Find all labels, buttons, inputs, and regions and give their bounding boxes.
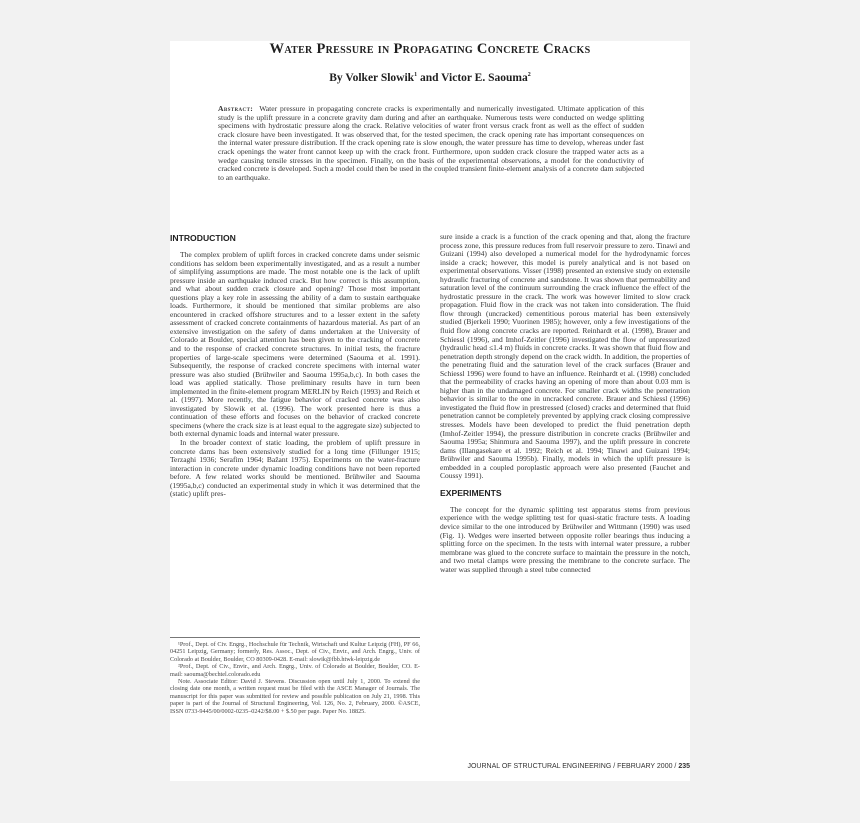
- editorial-note: Note. Associate Editor: David J. Stevens. Discussion open until July 1, 2000. To extend the closing date one month, a written request must be filed with the ASCE Manager of Journals. The manuscript for this paper was submitted for review and possible publication on July 21, 1998. This paper is part of the Journal of Structural Engineering, Vol. 126, No. 2, February, 2000. ©ASCE, ISSN 0733-9445/00/0002-0235–0242/$8.00 + $.50 per page. Paper No. 18825.: [170, 678, 420, 715]
- author-line: [170, 72, 690, 84]
- introduction-paragraph-3: sure inside a crack is a function of the crack opening and that, along the fracture process zone, this pressure reduces from full reservoir pressure to zero. Tinawi and Guizani (1994) also developed a numerical model for the hydrodynamic forces inside a crack; however, this model is purely analytical and is not based on experimental observations. Visser (1998) presented an extensive study on extensile hydraulic fracturing of concrete and sandstone. It was shown that permeability and saturation level of the continuum surrounding the crack influence the effect of the hydrostatic pressure in the crack. The work was however limited to slow crack propagation. Fluid flow in the crack was not taken into consideration. The fluid flow through (uncracked) cementitious porous material has been extensively studied (Bjerkeli 1990; Vuorinen 1985); however, only a few investigations of the fluid flow along concrete cracks are reported. Reinhardt et al. (1998), Brauer and Schiessl (1996), and Imhof-Zeitler (1996) investigated the flow of unpressurized (hydraulic head ≤1.4 m) fluids in concrete cracks. It was shown that fluid flow and penetration depth strongly depend on the crack width. In addition, the properties of the penetrating fluid and the saturation level of the crack surfaces (Brauer and Schiessl 1996) were found to have an influence. Reinhardt et al. (1998) concluded that the permeability of cracks having an opening of more than about 0.03 mm is higher than in the undamaged concrete. For smaller crack widths the penetration behavior is similar to the one in uncracked concrete. Brauer and Schiessl (1996) investigated the fluid flow in prestressed (closed) cracks and determined that fluid penetration cannot be completely prevented by applying crack closing compressive stresses. Models have been developed to predict the fluid penetration depth (Imhof-Zeitler 1994), the pressure distribution in concrete cracks (Brühwiler and Saouma 1995a; Shinmura and Saouma 1997), and the uplift pressure in concrete dams (Illangasekare et al. 1992; Reich et al. 1994; Tinawi and Guizani 1994; Brühwiler and Saouma 1995b). Finally, models in which the uplift pressure is embedded in a coupled poroplastic approach were also presented (Fauchet and Coussy 1991).: [440, 232, 690, 481]
- author-1: Volker Slowik: [345, 72, 415, 84]
- footnote-1: ¹Prof., Dept. of Civ. Engrg., Hochschule für Technik, Wirtschaft und Kultur Leipzig (FH), PF 66, 04251 Leipzig, Germany; formerly, Res. Assoc., Dept. of Civ., Envir., and Arch. Engrg., Univ. of Colorado at Boulder, Boulder, CO 80309-0428. E-mail: slowik@fbb.htwk-leipzig.de: [170, 641, 420, 663]
- introduction-paragraph-2: In the broader context of static loading, the problem of uplift pressure in concrete dams has been extensively studied for a long time (Fillunger 1915; Terzaghi 1936; Serafim 1964; Bažant 1975). Experiments on the water-fracture interaction in concrete under dynamic loading conditions have not been reported before. A few related works should be mentioned. Brühwiler and Saouma (1995a,b,c) conducted an experimental study in which it was determined that the (static) uplift pres-: [170, 438, 420, 499]
- running-footer: [467, 763, 690, 770]
- author-2-footnote-mark: 2: [527, 72, 531, 79]
- abstract: [218, 105, 644, 182]
- authors-prefix: By: [329, 72, 346, 84]
- footnote-2: ²Prof., Dept. of Civ., Envir., and Arch. Engrg., Univ. of Colorado at Boulder, Boulder, CO. E-mail: saouma@bechtel.colorado.edu: [170, 663, 420, 678]
- paper-page: [170, 41, 690, 781]
- paper-title-text: Water Pressure in Propagating Concrete Cracks: [269, 41, 591, 57]
- experiments-paragraph-1: The concept for the dynamic splitting test apparatus stems from previous experience with the wedge splitting test for quasi-static fracture tests. A loading device similar to the one introduced by Brühwiler and Wittmann (1990) was used (Fig. 1). Wedges were inserted between opposite roller bearings thus inducing a splitting force on the specimen. In the tests with internal water pressure, a rubber membrane was glued to the concrete surface to maintain the pressure in the notch, and two metal clamps were pressing the membrane to the concrete surface. The water was supplied through a steel tube connected: [440, 504, 690, 574]
- left-column: [170, 233, 420, 499]
- abstract-label: Abstract:: [218, 104, 254, 113]
- authors-and: and: [417, 72, 442, 84]
- footnotes: [170, 637, 420, 715]
- experiments-heading: EXPERIMENTS: [440, 487, 502, 498]
- introduction-heading: INTRODUCTION: [170, 233, 236, 243]
- introduction-paragraph-1: The complex problem of uplift forces in cracked concrete dams under seismic conditions has seldom been experimentally investigated, and as a result a number of simplifying assumptions are made. The most notable one is the lack of uplift pressure inside an earthquake induced crack. But how correct is this assumption, and what about sudden crack closure and opening? Those most important questions play a key role in assessing the ability of a dam to sustain earthquake loads. Furthermore, it should be mentioned that similar problems are also encountered in cracked offshore structures and to a lesser extent in the safety assessment of cracked concrete containments of hazardous material. As part of an extensive investigation on the safety of dams undertaken at the University of Colorado at Boulder, special attention has been given to the cracking of concrete and to the response of cracked concrete structures. In initial tests, the fracture properties of large-scale specimens were determined (Saouma et al. 1991). Subsequently, the response of cracked concrete specimens with internal water pressure was also studied (Brühwiler and Saouma 1995a,b,c). In both cases the load was applied statically. Those preliminary results have in turn been implemented in the finite-element program MERLIN by Reich (1993) and Reich et al. (1997). More recently, the fatigue behavior of cracked concrete was also investigated by Slowik et al. (1996). The work presented here is thus a continuation of these efforts and focuses on the behavior of cracked concrete specimens (where the crack size is at least equal to the aggregate size) subjected to both external dynamic loads and internal water pressure.: [170, 250, 420, 439]
- right-column: [440, 233, 690, 574]
- author-1-footnote-mark: 1: [414, 72, 418, 79]
- author-2: Victor E. Saouma: [441, 72, 528, 84]
- abstract-text: Water pressure in propagating concrete cracks is experimentally and numerically investigated. Ultimate application of this study is the uplift pressure in a concrete gravity dam during and after an earthquake. Numerous tests were conducted on wedge splitting specimens with hydrostatic pressure along the crack. Relative velocities of water front versus crack front as well as the effect of sudden crack closure have been investigated. It was observed that, for the tested specimen, the crack opening rate has important consequences on the internal water pressure distribution. If the crack opening rate is slow enough, the water pressure has time to develop, whereas under fast crack openings the water front cannot keep up with the crack front. Furthermore, upon sudden crack closure the trapped water acts as a wedge causing tensile stresses in the specimen. Finally, on the basis of the experimental observations, a model for the conductivity of cracked concrete is developed. Such a model could then be used in the coupled transient finite-element analysis of a concrete dam subjected to an earthquake.: [218, 104, 644, 182]
- paper-title: [170, 41, 690, 58]
- page-number: 235: [678, 763, 690, 770]
- journal-name: JOURNAL OF STRUCTURAL ENGINEERING / FEBRUARY 2000 /: [467, 763, 679, 770]
